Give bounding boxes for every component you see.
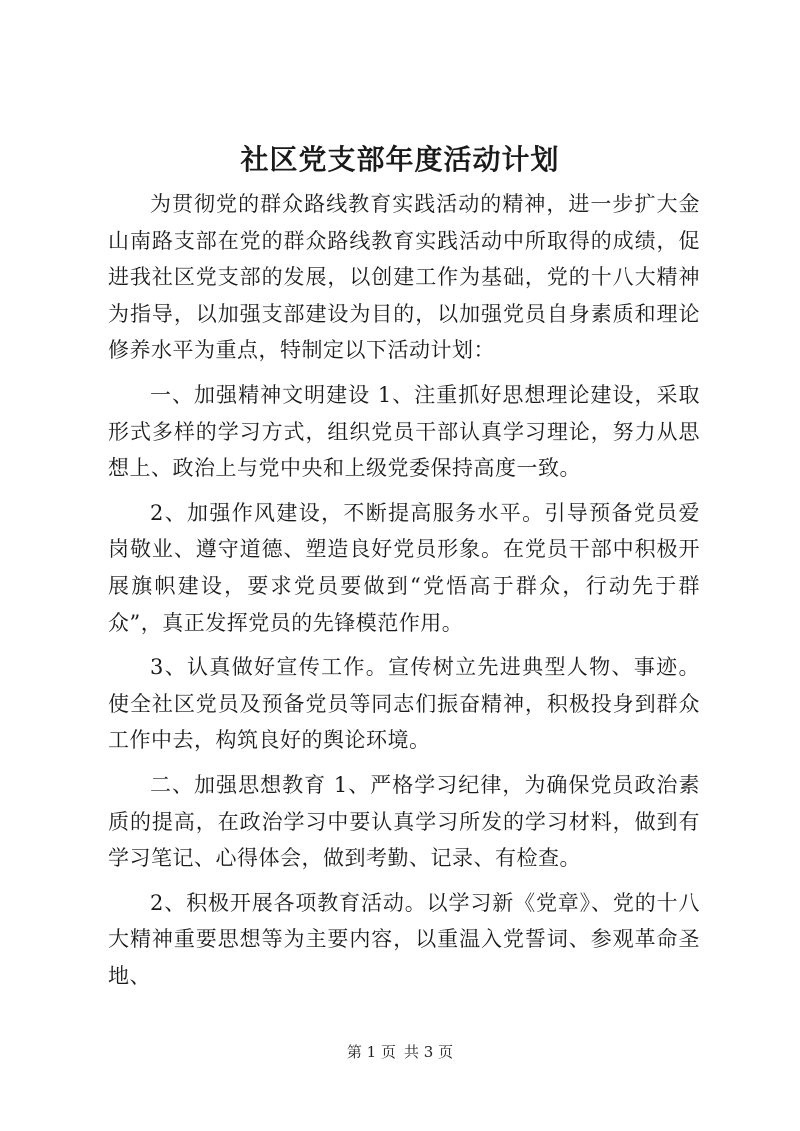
paragraph-section-2-item-2: 2、积极开展各项教育活动。以学习新《党章》、党的十八大精神重要思想等为主要内容，以重温入党誓词、参观革命圣地、 <box>108 890 700 988</box>
paragraph-section-1-item-2: 2、加强作风建设，不断提高服务水平。引导预备党员爱岗敬业、遵守道德、塑造良好党员形象。在党员干部中积极开展旗帜建设，要求党员要做到“党悟高于群众，行动先于群众”，真正发挥党员的先锋模范作用。 <box>108 500 700 635</box>
paragraph-section-2-item-1: 二、加强思想教育 1、严格学习纪律，为确保党员政治素质的提高，在政治学习中要认真学习所发的学习材料，做到有学习笔记、心得体会，做到考勤、记录、有检查。 <box>108 772 700 871</box>
page-total: 共 3 页 <box>404 1043 454 1061</box>
document-title: 社区党支部年度活动计划 <box>240 143 560 176</box>
paragraph-section-1-item-1: 一、加强精神文明建设 1、注重抓好思想理论建设，采取形式多样的学习方式，组织党员干部认真学习理论，努力从思想上、政治上与党中央和上级党委保持高度一致。 <box>108 382 700 481</box>
paragraph-section-1-item-3: 3、认真做好宣传工作。宣传树立先进典型人物、事迹。使全社区党员及预备党员等同志们振奋精神，积极投身到群众工作中去，构筑良好的舆论环境。 <box>108 655 700 753</box>
paragraph-intro: 为贯彻党的群众路线教育实践活动的精神，进一步扩大金山南路支部在党的群众路线教育实践活动中所取得的成绩，促进我社区党支部的发展，以创建工作为基础，党的十八大精神为指导，以加强支部建设为目的，以加强党员自身素质和理论修养水平为重点，特制定以下活动计划： <box>108 192 700 363</box>
page-footer <box>0 1042 800 1062</box>
document-body <box>108 186 700 1002</box>
page-number: 第 1 页 <box>346 1043 396 1061</box>
